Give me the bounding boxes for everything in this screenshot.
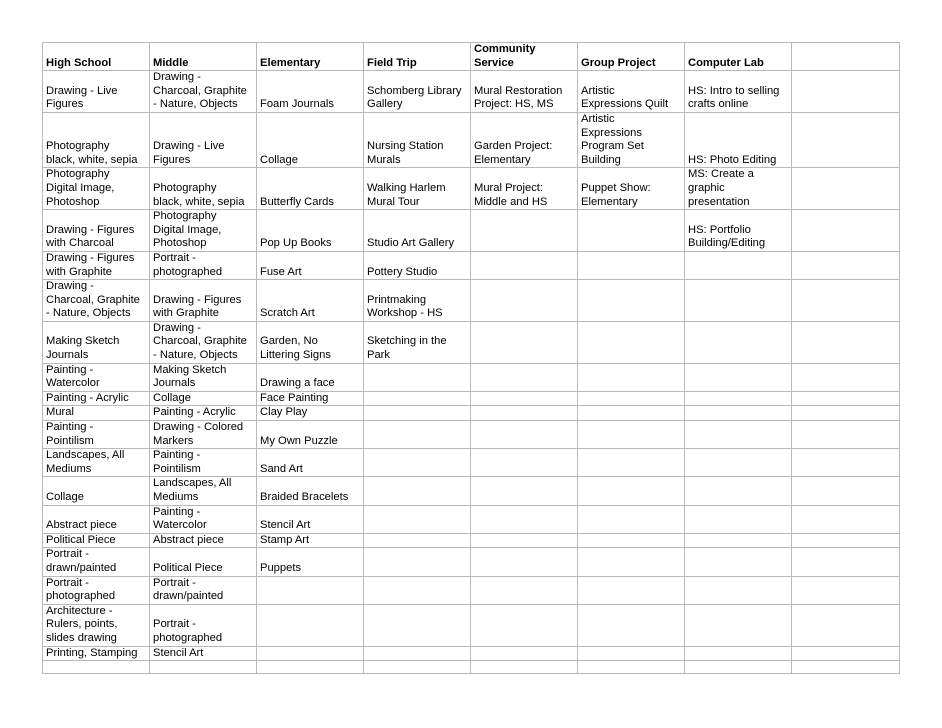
cell-group-project[interactable]: Artistic Expressions Quilt [578,71,685,113]
cell-middle[interactable]: Drawing - Charcoal, Graphite - Nature, Objects [150,321,257,363]
cell-high-school[interactable]: Drawing - Figures with Graphite [43,251,150,279]
cell-middle[interactable]: Painting - Acrylic [150,406,257,421]
cell-community-service[interactable] [471,421,578,449]
column-header-group-project[interactable]: Group Project [578,43,685,71]
cell-group-project[interactable] [578,391,685,406]
empty-cell[interactable] [792,548,900,576]
cell-computer-lab[interactable]: MS: Create a graphic presentation [685,168,792,210]
empty-cell[interactable] [792,280,900,322]
cell-field-trip[interactable] [364,576,471,604]
cell-high-school[interactable]: Photography black, white, sepia [43,112,150,167]
empty-cell[interactable] [792,646,900,661]
cell-community-service[interactable] [471,533,578,548]
cell-elementary[interactable] [257,604,364,646]
cell-middle[interactable]: Political Piece [150,548,257,576]
cell-high-school[interactable]: Political Piece [43,533,150,548]
cell-middle[interactable]: Stencil Art [150,646,257,661]
cell-elementary[interactable]: My Own Puzzle [257,421,364,449]
cell-elementary[interactable]: Garden, No Littering Signs [257,321,364,363]
cell-computer-lab[interactable] [685,505,792,533]
table-row [43,168,900,210]
empty-cell[interactable] [257,661,364,674]
cell-high-school[interactable]: Painting - Acrylic [43,391,150,406]
table-row [43,71,900,113]
cell-field-trip[interactable] [364,449,471,477]
cell-group-project[interactable] [578,280,685,322]
column-header-community-service[interactable]: Community Service [471,43,578,71]
cell-middle[interactable]: Drawing - Colored Markers [150,421,257,449]
cell-middle[interactable]: Painting - Watercolor [150,505,257,533]
cell-group-project[interactable] [578,251,685,279]
cell-field-trip[interactable]: Walking Harlem Mural Tour [364,168,471,210]
cell-high-school[interactable]: Printing, Stamping [43,646,150,661]
cell-community-service[interactable] [471,210,578,252]
table-row [43,321,900,363]
cell-group-project[interactable] [578,449,685,477]
cell-group-project[interactable] [578,321,685,363]
table-row [43,477,900,505]
cell-community-service[interactable] [471,505,578,533]
cell-community-service[interactable] [471,363,578,391]
cell-high-school[interactable]: Architecture - Rulers, points, slides drawing [43,604,150,646]
cell-group-project[interactable] [578,576,685,604]
table-row [43,210,900,252]
cell-middle[interactable]: Drawing - Charcoal, Graphite - Nature, Objects [150,71,257,113]
cell-community-service[interactable] [471,646,578,661]
table-row [43,112,900,167]
empty-cell[interactable] [792,43,900,71]
cell-elementary[interactable]: Scratch Art [257,280,364,322]
empty-cell[interactable] [792,321,900,363]
cell-high-school[interactable]: Mural [43,406,150,421]
cell-group-project[interactable]: Puppet Show: Elementary [578,168,685,210]
empty-cell[interactable] [578,661,685,674]
cell-elementary[interactable]: Collage [257,112,364,167]
cell-community-service[interactable] [471,321,578,363]
cell-middle[interactable]: Making Sketch Journals [150,363,257,391]
cell-computer-lab[interactable] [685,280,792,322]
cell-middle[interactable]: Portrait - photographed [150,604,257,646]
cell-group-project[interactable] [578,210,685,252]
cell-computer-lab[interactable] [685,363,792,391]
cell-group-project[interactable] [578,363,685,391]
cell-elementary[interactable]: Braided Bracelets [257,477,364,505]
cell-elementary[interactable]: Drawing a face [257,363,364,391]
cell-high-school[interactable]: Collage [43,477,150,505]
empty-cell[interactable] [792,251,900,279]
column-header-middle[interactable]: Middle [150,43,257,71]
empty-cell[interactable] [792,604,900,646]
cell-elementary[interactable]: Stencil Art [257,505,364,533]
cell-elementary[interactable]: Face Painting [257,391,364,406]
cell-middle[interactable]: Collage [150,391,257,406]
empty-cell[interactable] [792,391,900,406]
table-row [43,391,900,406]
table-row [43,421,900,449]
cell-community-service[interactable] [471,576,578,604]
empty-cell[interactable] [792,505,900,533]
cell-group-project[interactable] [578,646,685,661]
cell-elementary[interactable]: Clay Play [257,406,364,421]
table-row [43,646,900,661]
cell-elementary[interactable]: Butterfly Cards [257,168,364,210]
cell-elementary[interactable]: Puppets [257,548,364,576]
empty-row [43,661,900,674]
cell-middle[interactable]: Portrait - photographed [150,251,257,279]
cell-high-school[interactable]: Painting - Pointilism [43,421,150,449]
column-header-computer-lab[interactable]: Computer Lab [685,43,792,71]
cell-computer-lab[interactable]: HS: Intro to selling crafts online [685,71,792,113]
cell-high-school[interactable]: Portrait - drawn/painted [43,548,150,576]
table-row [43,251,900,279]
cell-field-trip[interactable]: Nursing Station Murals [364,112,471,167]
cell-elementary[interactable] [257,646,364,661]
cell-computer-lab[interactable] [685,406,792,421]
cell-field-trip[interactable] [364,604,471,646]
cell-community-service[interactable] [471,477,578,505]
empty-cell[interactable] [792,576,900,604]
cell-group-project[interactable] [578,477,685,505]
cell-field-trip[interactable] [364,363,471,391]
cell-elementary[interactable]: Foam Journals [257,71,364,113]
cell-elementary[interactable]: Pop Up Books [257,210,364,252]
cell-high-school[interactable]: Abstract piece [43,505,150,533]
cell-field-trip[interactable] [364,477,471,505]
cell-computer-lab[interactable] [685,391,792,406]
cell-field-trip[interactable]: Sketching in the Park [364,321,471,363]
cell-group-project[interactable] [578,533,685,548]
cell-field-trip[interactable]: Studio Art Gallery [364,210,471,252]
cell-field-trip[interactable] [364,533,471,548]
cell-high-school[interactable]: Drawing - Figures with Charcoal [43,210,150,252]
cell-high-school[interactable]: Painting - Watercolor [43,363,150,391]
empty-cell[interactable] [685,661,792,674]
cell-elementary[interactable]: Fuse Art [257,251,364,279]
table-row [43,576,900,604]
cell-community-service[interactable]: Mural Restoration Project: HS, MS [471,71,578,113]
cell-field-trip[interactable] [364,505,471,533]
empty-cell[interactable] [43,661,150,674]
cell-field-trip[interactable]: Printmaking Workshop - HS [364,280,471,322]
cell-computer-lab[interactable]: HS: Photo Editing [685,112,792,167]
cell-group-project[interactable] [578,406,685,421]
empty-cell[interactable] [792,477,900,505]
column-header-high-school[interactable]: High School [43,43,150,71]
cell-group-project[interactable] [578,505,685,533]
cell-elementary[interactable] [257,576,364,604]
cell-field-trip[interactable] [364,391,471,406]
cell-middle[interactable]: Drawing - Figures with Graphite [150,280,257,322]
table-row [43,505,900,533]
cell-community-service[interactable]: Garden Project: Elementary [471,112,578,167]
cell-community-service[interactable] [471,406,578,421]
cell-community-service[interactable] [471,604,578,646]
cell-computer-lab[interactable] [685,449,792,477]
cell-middle[interactable]: Abstract piece [150,533,257,548]
empty-cell[interactable] [792,533,900,548]
table-row [43,533,900,548]
cell-middle[interactable]: Landscapes, All Mediums [150,477,257,505]
cell-community-service[interactable] [471,280,578,322]
cell-computer-lab[interactable] [685,604,792,646]
cell-group-project[interactable] [578,548,685,576]
empty-cell[interactable] [792,449,900,477]
cell-field-trip[interactable] [364,646,471,661]
cell-computer-lab[interactable] [685,421,792,449]
cell-computer-lab[interactable] [685,646,792,661]
cell-middle[interactable]: Drawing - Live Figures [150,112,257,167]
cell-elementary[interactable]: Stamp Art [257,533,364,548]
empty-cell[interactable] [792,421,900,449]
empty-cell[interactable] [792,112,900,167]
cell-computer-lab[interactable]: HS: Portfolio Building/Editing [685,210,792,252]
empty-cell[interactable] [150,661,257,674]
cell-high-school[interactable]: Photography Digital Image, Photoshop [43,168,150,210]
cell-community-service[interactable] [471,391,578,406]
cell-elementary[interactable]: Sand Art [257,449,364,477]
cell-computer-lab[interactable] [685,548,792,576]
cell-computer-lab[interactable] [685,477,792,505]
cell-middle[interactable]: Portrait - drawn/painted [150,576,257,604]
cell-field-trip[interactable]: Schomberg Library Gallery [364,71,471,113]
cell-field-trip[interactable] [364,421,471,449]
empty-cell[interactable] [792,363,900,391]
table-row [43,406,900,421]
cell-high-school[interactable]: Drawing - Live Figures [43,71,150,113]
cell-group-project[interactable]: Artistic Expressions Program Set Building [578,112,685,167]
empty-cell[interactable] [792,406,900,421]
table-row [43,604,900,646]
table-row [43,548,900,576]
cell-group-project[interactable] [578,421,685,449]
cell-field-trip[interactable] [364,406,471,421]
cell-computer-lab[interactable] [685,321,792,363]
cell-high-school[interactable]: Making Sketch Journals [43,321,150,363]
cell-middle[interactable]: Painting - Pointilism [150,449,257,477]
empty-cell[interactable] [364,661,471,674]
table-row [43,363,900,391]
cell-computer-lab[interactable] [685,576,792,604]
cell-middle[interactable]: Photography black, white, sepia [150,168,257,210]
column-header-elementary[interactable]: Elementary [257,43,364,71]
cell-group-project[interactable] [578,604,685,646]
empty-cell[interactable] [471,661,578,674]
cell-high-school[interactable]: Landscapes, All Mediums [43,449,150,477]
header-row [43,43,900,71]
cell-middle[interactable]: Photography Digital Image, Photoshop [150,210,257,252]
cell-field-trip[interactable]: Pottery Studio [364,251,471,279]
cell-computer-lab[interactable] [685,251,792,279]
empty-cell[interactable] [792,210,900,252]
cell-high-school[interactable]: Drawing - Charcoal, Graphite - Nature, Objects [43,280,150,322]
table-row [43,449,900,477]
table-row [43,280,900,322]
cell-community-service[interactable]: Mural Project: Middle and HS [471,168,578,210]
column-header-field-trip[interactable]: Field Trip [364,43,471,71]
cell-computer-lab[interactable] [685,533,792,548]
empty-cell[interactable] [792,168,900,210]
empty-cell[interactable] [792,661,900,674]
empty-cell[interactable] [792,71,900,113]
cell-field-trip[interactable] [364,548,471,576]
cell-high-school[interactable]: Portrait - photographed [43,576,150,604]
cell-community-service[interactable] [471,251,578,279]
cell-community-service[interactable] [471,449,578,477]
cell-community-service[interactable] [471,548,578,576]
spreadsheet-grid [42,42,900,674]
